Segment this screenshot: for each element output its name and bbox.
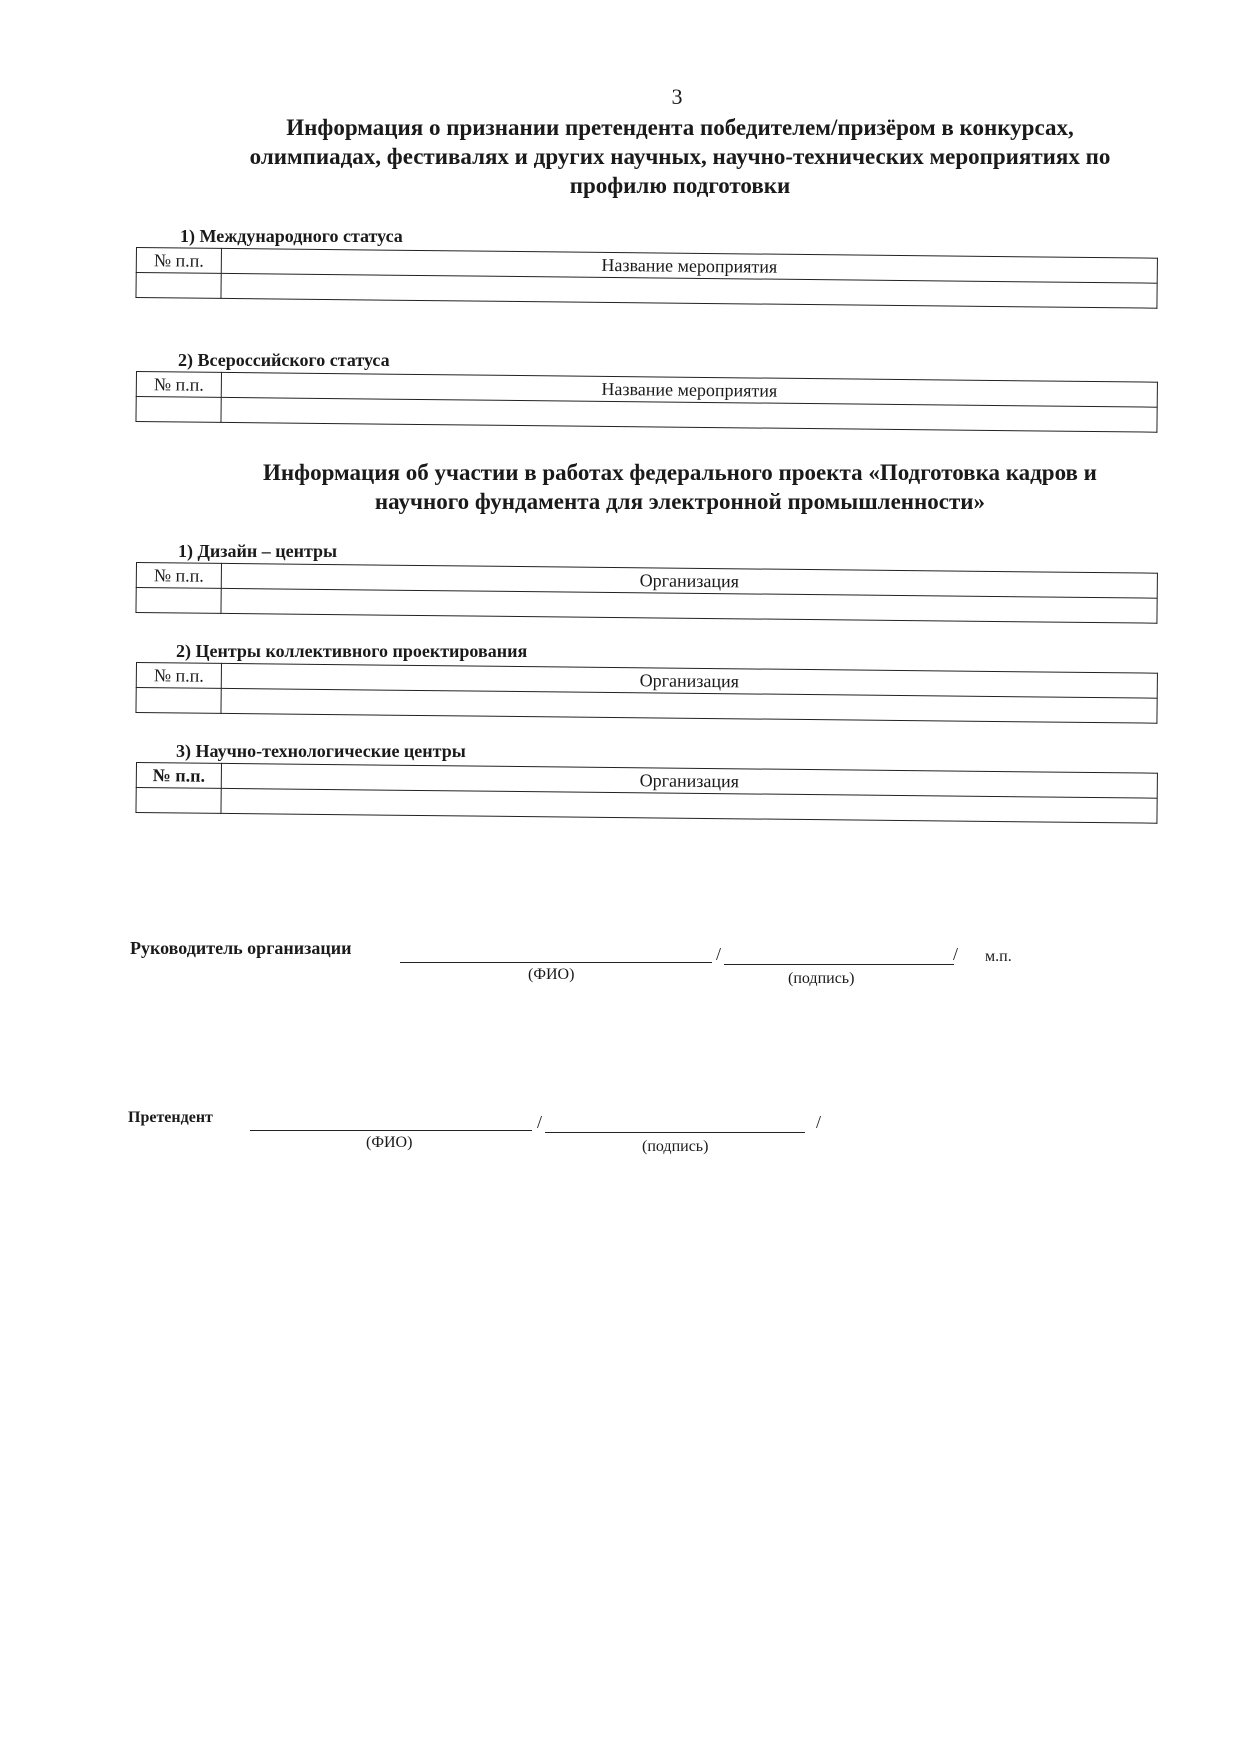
column-header-number: № п.п. [136,372,221,398]
section2-heading-line: научного фундамента для электронной промышленности» [374,489,986,514]
separator-slash: / [537,1112,543,1132]
column-header-organization: Организация [221,663,1157,698]
head-signature-caption: (подпись) [788,970,855,987]
scientific-tech-centers-title: 3) Научно-технологические центры [176,741,466,761]
international-status-title: 1) Международного статуса [180,226,403,246]
scientific-tech-centers-table [135,762,1157,824]
separator-slash: / [716,944,722,964]
all-russian-status-title: 2) Всероссийского статуса [178,350,390,370]
applicant-signature-line[interactable] [545,1132,805,1133]
cell-number-input[interactable] [136,397,221,423]
collective-design-centers-title: 2) Центры коллективного проектирования [176,641,528,661]
applicant-fio-line[interactable] [250,1130,532,1131]
column-header-event-name: Название мероприятия [221,248,1157,283]
cell-number-input[interactable] [136,588,221,614]
stamp-place-label: м.п. [985,948,1012,965]
international-events-table [135,247,1157,309]
head-fio-line[interactable] [400,962,712,963]
column-header-organization: Организация [221,763,1157,798]
section2-heading-line: Информация об участии в работах федерального проекта «Подготовка кадров и [263,460,1097,485]
section1-heading [200,113,1160,200]
separator-slash: / [816,1112,822,1132]
design-centers-table [135,562,1157,624]
cell-number-input[interactable] [136,788,221,814]
applicant-label: Претендент [128,1109,213,1126]
cell-number-input[interactable] [136,273,221,299]
design-centers-title: 1) Дизайн – центры [178,541,338,561]
head-signature-line[interactable] [724,964,954,965]
head-of-organization-label: Руководитель организации [130,938,352,958]
column-header-number: № п.п. [136,663,221,689]
head-fio-caption: (ФИО) [528,966,575,983]
column-header-event-name: Название мероприятия [221,372,1157,407]
section1-heading-line: профилю подготовки [569,173,791,198]
column-header-organization: Организация [221,563,1157,598]
applicant-signature-caption: (подпись) [642,1138,709,1155]
cell-number-input[interactable] [136,688,221,714]
separator-slash: / [953,944,959,964]
all-russian-events-table [135,371,1157,433]
column-header-number: № п.п. [136,248,221,274]
applicant-fio-caption: (ФИО) [366,1134,413,1151]
collective-design-centers-table [135,662,1157,724]
column-header-number: № п.п. [136,763,221,789]
column-header-number: № п.п. [136,563,221,589]
page-number: 3 [671,84,683,109]
section1-heading-line: Информация о признании претендента победителем/призёром в конкурсах, [286,115,1074,140]
section2-heading [200,458,1160,516]
section1-heading-line: олимпиадах, фестивалях и других научных, научно-технических мероприятиях по [249,144,1111,169]
